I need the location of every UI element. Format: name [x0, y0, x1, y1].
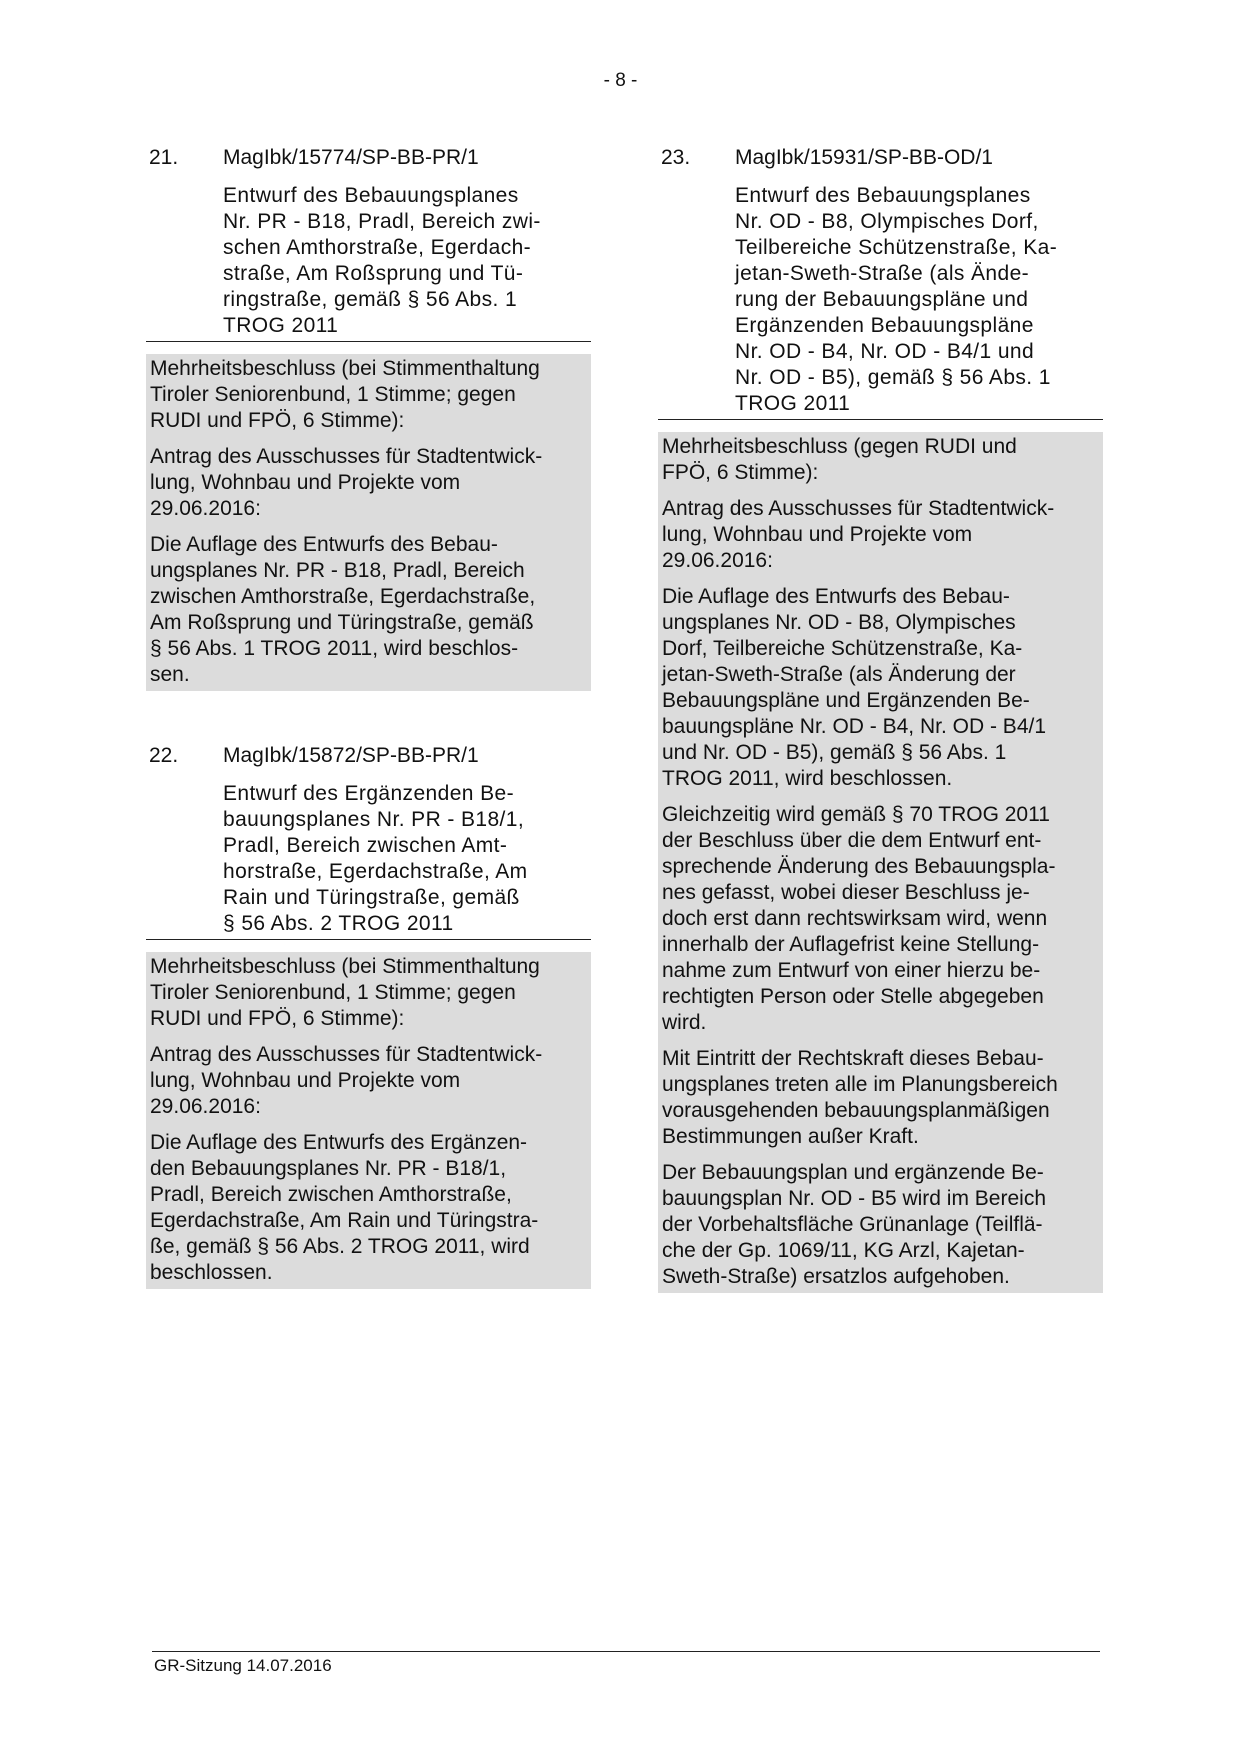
item-title-line: Nr. PR - B18, Pradl, Bereich zwi-	[223, 210, 541, 233]
decision-line: Mehrheitsbeschluss (gegen RUDI und	[662, 435, 1017, 458]
item-title-line: Pradl, Bereich zwischen Amt-	[223, 834, 508, 857]
item-title-line: Rain und Türingstraße, gemäß	[223, 886, 520, 909]
item-title-line: bauungsplanes Nr. PR - B18/1,	[223, 808, 525, 831]
decision-paragraph	[150, 954, 587, 1032]
item-title-line: Nr. OD - B4, Nr. OD - B4/1 und	[735, 340, 1035, 363]
decision-paragraph	[150, 444, 587, 522]
item-header	[658, 145, 1103, 171]
decision-line: nes gefasst, wobei dieser Beschluss je-	[662, 881, 1030, 904]
item-title-line: Entwurf des Bebauungsplanes	[735, 184, 1031, 207]
item-title-line: Nr. OD - B8, Olympisches Dorf,	[735, 210, 1039, 233]
decision-line: RUDI und FPÖ, 6 Stimme):	[150, 1007, 405, 1030]
item-header	[146, 743, 591, 769]
decision-paragraph	[150, 1130, 587, 1286]
decision-paragraph	[150, 1042, 587, 1120]
decision-line: Am Roßsprung und Türingstraße, gemäß	[150, 611, 534, 634]
item-title-line: rung der Bebauungspläne und	[735, 288, 1029, 311]
decision-line: sen.	[150, 663, 190, 686]
decision-line: sprechende Änderung des Bebauungspla-	[662, 855, 1056, 878]
item-title-line: jetan-Sweth-Straße (als Ände-	[735, 262, 1030, 285]
decision-line: Tiroler Seniorenbund, 1 Stimme; gegen	[150, 383, 516, 406]
item-number: 21.	[149, 146, 179, 169]
decision-line: rechtigten Person oder Stelle abgegeben	[662, 985, 1044, 1008]
item-title-line: schen Amthorstraße, Egerdach-	[223, 236, 532, 259]
decision-line: ungsplanes Nr. OD - B8, Olympisches	[662, 611, 1016, 634]
decision-line: der Vorbehaltsfläche Grünanlage (Teilflä-	[662, 1213, 1043, 1236]
decision-line: lung, Wohnbau und Projekte vom	[150, 471, 461, 494]
item-title-line: Teilbereiche Schützenstraße, Ka-	[735, 236, 1058, 259]
decision-box	[146, 952, 591, 1289]
page-number: - 8 -	[603, 70, 638, 91]
decision-box	[146, 354, 591, 691]
item-title-line: Ergänzenden Bebauungspläne	[735, 314, 1034, 337]
item-title-line: Entwurf des Ergänzenden Be-	[223, 782, 514, 805]
decision-line: vorausgehenden bebauungsplanmäßigen	[662, 1099, 1050, 1122]
decision-line: Bebauungspläne und Ergänzenden Be-	[662, 689, 1030, 712]
decision-line: Bestimmungen außer Kraft.	[662, 1125, 919, 1148]
decision-line: jetan-Sweth-Straße (als Änderung der	[662, 663, 1016, 686]
decision-line: lung, Wohnbau und Projekte vom	[662, 523, 973, 546]
decision-paragraph	[662, 584, 1099, 792]
item-title	[658, 183, 1103, 420]
decision-paragraph	[662, 1160, 1099, 1290]
item-title	[146, 183, 591, 342]
item-title-line: Nr. OD - B5), gemäß § 56 Abs. 1	[735, 366, 1051, 389]
item-number: 22.	[149, 744, 179, 767]
decision-line: Die Auflage des Entwurfs des Bebau-	[662, 585, 1010, 608]
decision-line: che der Gp. 1069/11, KG Arzl, Kajetan-	[662, 1239, 1025, 1262]
decision-line: Sweth-Straße) ersatzlos aufgehoben.	[662, 1265, 1010, 1288]
decision-line: Antrag des Ausschusses für Stadtentwick-	[662, 497, 1055, 520]
decision-line: ungsplanes treten alle im Planungsbereich	[662, 1073, 1058, 1096]
item-title-line: Entwurf des Bebauungsplanes	[223, 184, 519, 207]
decision-box	[658, 432, 1103, 1293]
item-reference: MagIbk/15774/SP-BB-PR/1	[223, 146, 479, 169]
decision-line: doch erst dann rechtswirksam wird, wenn	[662, 907, 1048, 930]
decision-line: wird.	[662, 1011, 707, 1034]
decision-line: Dorf, Teilbereiche Schützenstraße, Ka-	[662, 637, 1023, 660]
decision-line: § 56 Abs. 1 TROG 2011, wird beschlos-	[150, 637, 519, 660]
decision-line: Mehrheitsbeschluss (bei Stimmenthaltung	[150, 357, 540, 380]
decision-line: ungsplanes Nr. PR - B18, Pradl, Bereich	[150, 559, 525, 582]
decision-line: RUDI und FPÖ, 6 Stimme):	[150, 409, 405, 432]
right-column	[658, 145, 1103, 1293]
decision-line: Egerdachstraße, Am Rain und Türingstra-	[150, 1209, 539, 1232]
item-title-line: straße, Am Roßsprung und Tü-	[223, 262, 524, 285]
decision-line: 29.06.2016:	[150, 497, 261, 520]
item-title-line: horstraße, Egerdachstraße, Am	[223, 860, 528, 883]
item-title-line: § 56 Abs. 2 TROG 2011	[223, 912, 454, 935]
agenda-item-23	[658, 145, 1103, 1293]
item-number: 23.	[661, 146, 691, 169]
decision-line: Die Auflage des Entwurfs des Ergänzen-	[150, 1131, 528, 1154]
agenda-item-22	[146, 743, 591, 1289]
decision-line: nahme zum Entwurf von einer hierzu be-	[662, 959, 1041, 982]
item-reference: MagIbk/15931/SP-BB-OD/1	[735, 146, 993, 169]
item-title	[146, 781, 591, 940]
footer-session-date: GR-Sitzung 14.07.2016	[154, 1656, 332, 1675]
decision-line: beschlossen.	[150, 1261, 273, 1284]
left-column	[146, 145, 591, 1289]
decision-line: Antrag des Ausschusses für Stadtentwick-	[150, 445, 543, 468]
agenda-item-21	[146, 145, 591, 691]
decision-paragraph	[150, 532, 587, 688]
decision-line: Gleichzeitig wird gemäß § 70 TROG 2011	[662, 803, 1050, 826]
decision-line: TROG 2011, wird beschlossen.	[662, 767, 953, 790]
item-header	[146, 145, 591, 171]
decision-line: Mehrheitsbeschluss (bei Stimmenthaltung	[150, 955, 540, 978]
footer-divider	[152, 1651, 1100, 1652]
decision-line: ße, gemäß § 56 Abs. 2 TROG 2011, wird	[150, 1235, 530, 1258]
decision-paragraph	[662, 802, 1099, 1036]
item-title-line: ringstraße, gemäß § 56 Abs. 1	[223, 288, 518, 311]
decision-line: Tiroler Seniorenbund, 1 Stimme; gegen	[150, 981, 516, 1004]
decision-line: bauungspläne Nr. OD - B4, Nr. OD - B4/1	[662, 715, 1047, 738]
decision-line: Mit Eintritt der Rechtskraft dieses Bebau-	[662, 1047, 1044, 1070]
decision-paragraph	[662, 496, 1099, 574]
decision-line: 29.06.2016:	[662, 549, 773, 572]
decision-paragraph	[150, 356, 587, 434]
item-title-line: TROG 2011	[735, 392, 851, 415]
item-title-line: TROG 2011	[223, 314, 339, 337]
decision-line: Antrag des Ausschusses für Stadtentwick-	[150, 1043, 543, 1066]
decision-line: Der Bebauungsplan und ergänzende Be-	[662, 1161, 1044, 1184]
decision-line: lung, Wohnbau und Projekte vom	[150, 1069, 461, 1092]
decision-line: Die Auflage des Entwurfs des Bebau-	[150, 533, 498, 556]
decision-line: der Beschluss über die dem Entwurf ent-	[662, 829, 1042, 852]
decision-line: innerhalb der Auflagefrist keine Stellung-	[662, 933, 1040, 956]
item-reference: MagIbk/15872/SP-BB-PR/1	[223, 744, 479, 767]
decision-line: Pradl, Bereich zwischen Amthorstraße,	[150, 1183, 512, 1206]
decision-line: zwischen Amthorstraße, Egerdachstraße,	[150, 585, 536, 608]
decision-line: den Bebauungsplanes Nr. PR - B18/1,	[150, 1157, 507, 1180]
decision-paragraph	[662, 1046, 1099, 1150]
decision-line: 29.06.2016:	[150, 1095, 261, 1118]
decision-line: bauungsplan Nr. OD - B5 wird im Bereich	[662, 1187, 1046, 1210]
decision-paragraph	[662, 434, 1099, 486]
decision-line: FPÖ, 6 Stimme):	[662, 461, 819, 484]
decision-line: und Nr. OD - B5), gemäß § 56 Abs. 1	[662, 741, 1007, 764]
